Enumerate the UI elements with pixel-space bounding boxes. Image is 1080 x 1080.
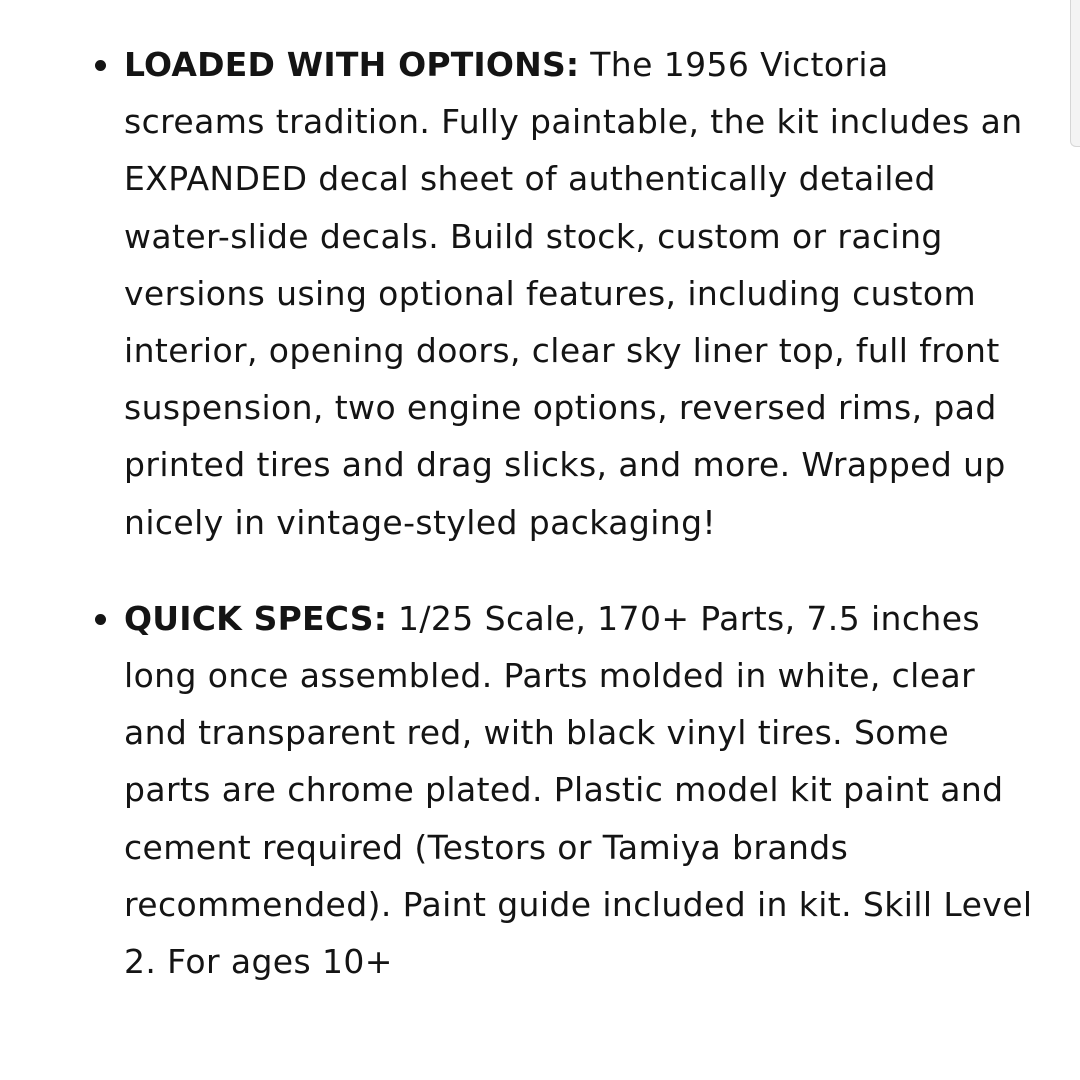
product-feature-list <box>124 36 1034 990</box>
feature-text: 1/25 Scale, 170+ Parts, 7.5 inches long once assembled. Parts molded in white, clear and transparent red, with black vinyl tires. Some parts are chrome plated. Plastic model kit paint and cement required (Testors or Tamiya brands recommended). Paint guide included in kit. Skill Level 2. For ages 10+ <box>124 598 1033 982</box>
feature-heading: LOADED WITH OPTIONS: <box>124 45 580 84</box>
feature-heading: QUICK SPECS: <box>124 598 388 638</box>
feature-bullet-options <box>124 36 1034 551</box>
scroll-indicator[interactable] <box>1070 0 1080 147</box>
bullet-dot-icon <box>95 60 106 71</box>
feature-text: The 1956 Victoria screams tradition. Fully paintable, the kit includes an EXPANDED decal sheet of authentically detailed water-slide decals. Build stock, custom or racing versions using optional features, including custom interior, opening doors, clear sky liner top, full front suspension, two engine options, reversed rims, pad printed tires and drag slicks, and more. Wrapped up nicely in vintage-styled packaging! <box>124 45 1023 542</box>
feature-bullet-specs <box>124 590 1034 990</box>
bullet-dot-icon <box>95 614 106 625</box>
